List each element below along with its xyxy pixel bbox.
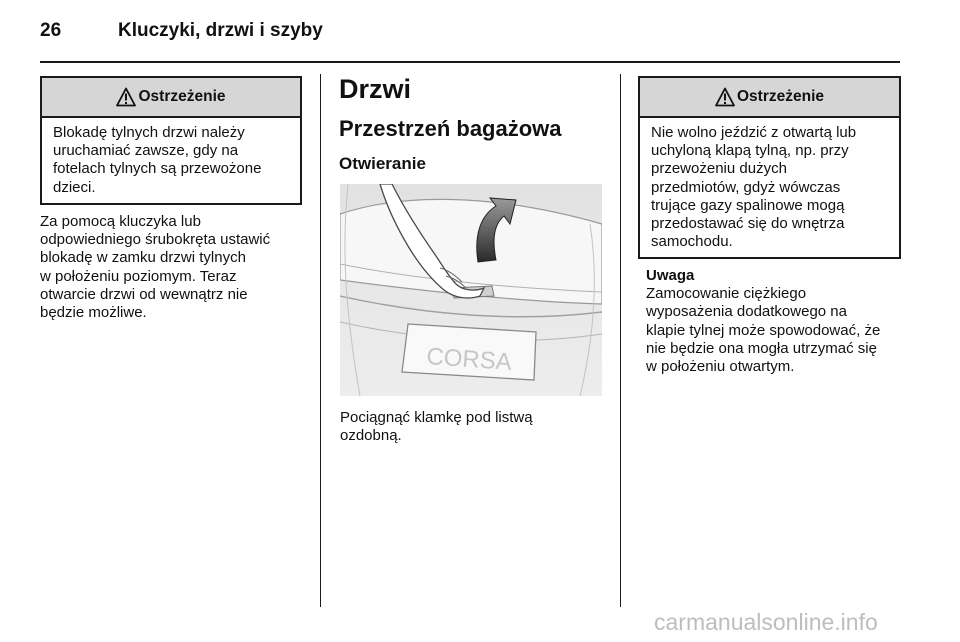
- child-lock-paragraph: [40, 213, 310, 322]
- warning-title: Ostrzeżenie: [736, 88, 824, 105]
- illustration-caption: [340, 409, 600, 445]
- warning-line: przedmiotów, gdyż wówczas: [651, 178, 841, 196]
- paragraph-line: będzie możliwe.: [40, 304, 147, 322]
- heading-doors: Drzwi: [339, 74, 412, 104]
- watermark: carmanualsonline.info: [654, 609, 878, 635]
- warning-text: [640, 118, 899, 251]
- warning-line: fotelach tylnych są przewożone: [53, 160, 262, 178]
- note-line: Zamocowanie ciężkiego: [646, 285, 807, 303]
- warning-line: przewożeniu dużych: [651, 160, 787, 178]
- warning-line: Nie wolno jeździć z otwartą lub: [651, 124, 857, 141]
- note-block: [646, 267, 906, 376]
- note-line: wyposażenia dodatkowego na: [646, 303, 847, 321]
- heading-luggage-space: Przestrzeń bagażowa: [339, 116, 562, 141]
- tailgate-opening-illustration: [340, 184, 602, 396]
- warning-header: [640, 78, 899, 118]
- warning-line: uruchamiać zawsze, gdy na: [53, 142, 239, 160]
- caption-line: Pociągnąć klamkę pod listwą: [340, 409, 533, 426]
- section-title: Kluczyki, drzwi i szyby: [118, 20, 323, 41]
- paragraph-line: w położeniu poziomym. Teraz: [40, 267, 237, 285]
- warning-box-left: [40, 76, 302, 205]
- warning-line: dzieci.: [53, 178, 96, 196]
- note-line: nie będzie ona mogła utrzymać się: [646, 339, 877, 357]
- note-line: w położeniu otwartym.: [646, 358, 795, 376]
- paragraph-line: blokadę w zamku drzwi tylnych: [40, 249, 246, 267]
- paragraph-line: Za pomocą kluczyka lub: [40, 213, 201, 230]
- column-divider-left: [320, 74, 321, 607]
- column-divider-right: [620, 74, 621, 607]
- warning-line: uchyloną klapą tylną, np. przy: [651, 142, 849, 160]
- warning-triangle-icon: [116, 87, 136, 107]
- warning-line: trujące gazy spalinowe mogą: [651, 196, 845, 214]
- plate-text: CORSA: [425, 343, 513, 376]
- warning-line: Blokadę tylnych drzwi należy: [53, 124, 245, 141]
- warning-text: [42, 118, 300, 197]
- warning-line: samochodu.: [651, 233, 733, 251]
- paragraph-line: otwarcie drzwi od wewnątrz nie: [40, 285, 248, 303]
- warning-box-right: [638, 76, 901, 259]
- note-line: klapie tylnej może spowodować, że: [646, 321, 881, 339]
- warning-title: Ostrzeżenie: [138, 88, 226, 105]
- note-title: Uwaga: [646, 267, 695, 284]
- caption-line: ozdobną.: [340, 427, 402, 445]
- heading-opening: Otwieranie: [339, 154, 426, 173]
- warning-triangle-icon: [715, 87, 735, 107]
- warning-line: przedostawać się do wnętrza: [651, 215, 845, 233]
- page-number: 26: [40, 20, 62, 41]
- paragraph-line: odpowiedniego śrubokręta ustawić: [40, 231, 271, 249]
- warning-header: [42, 78, 300, 118]
- header-rule: [40, 61, 900, 63]
